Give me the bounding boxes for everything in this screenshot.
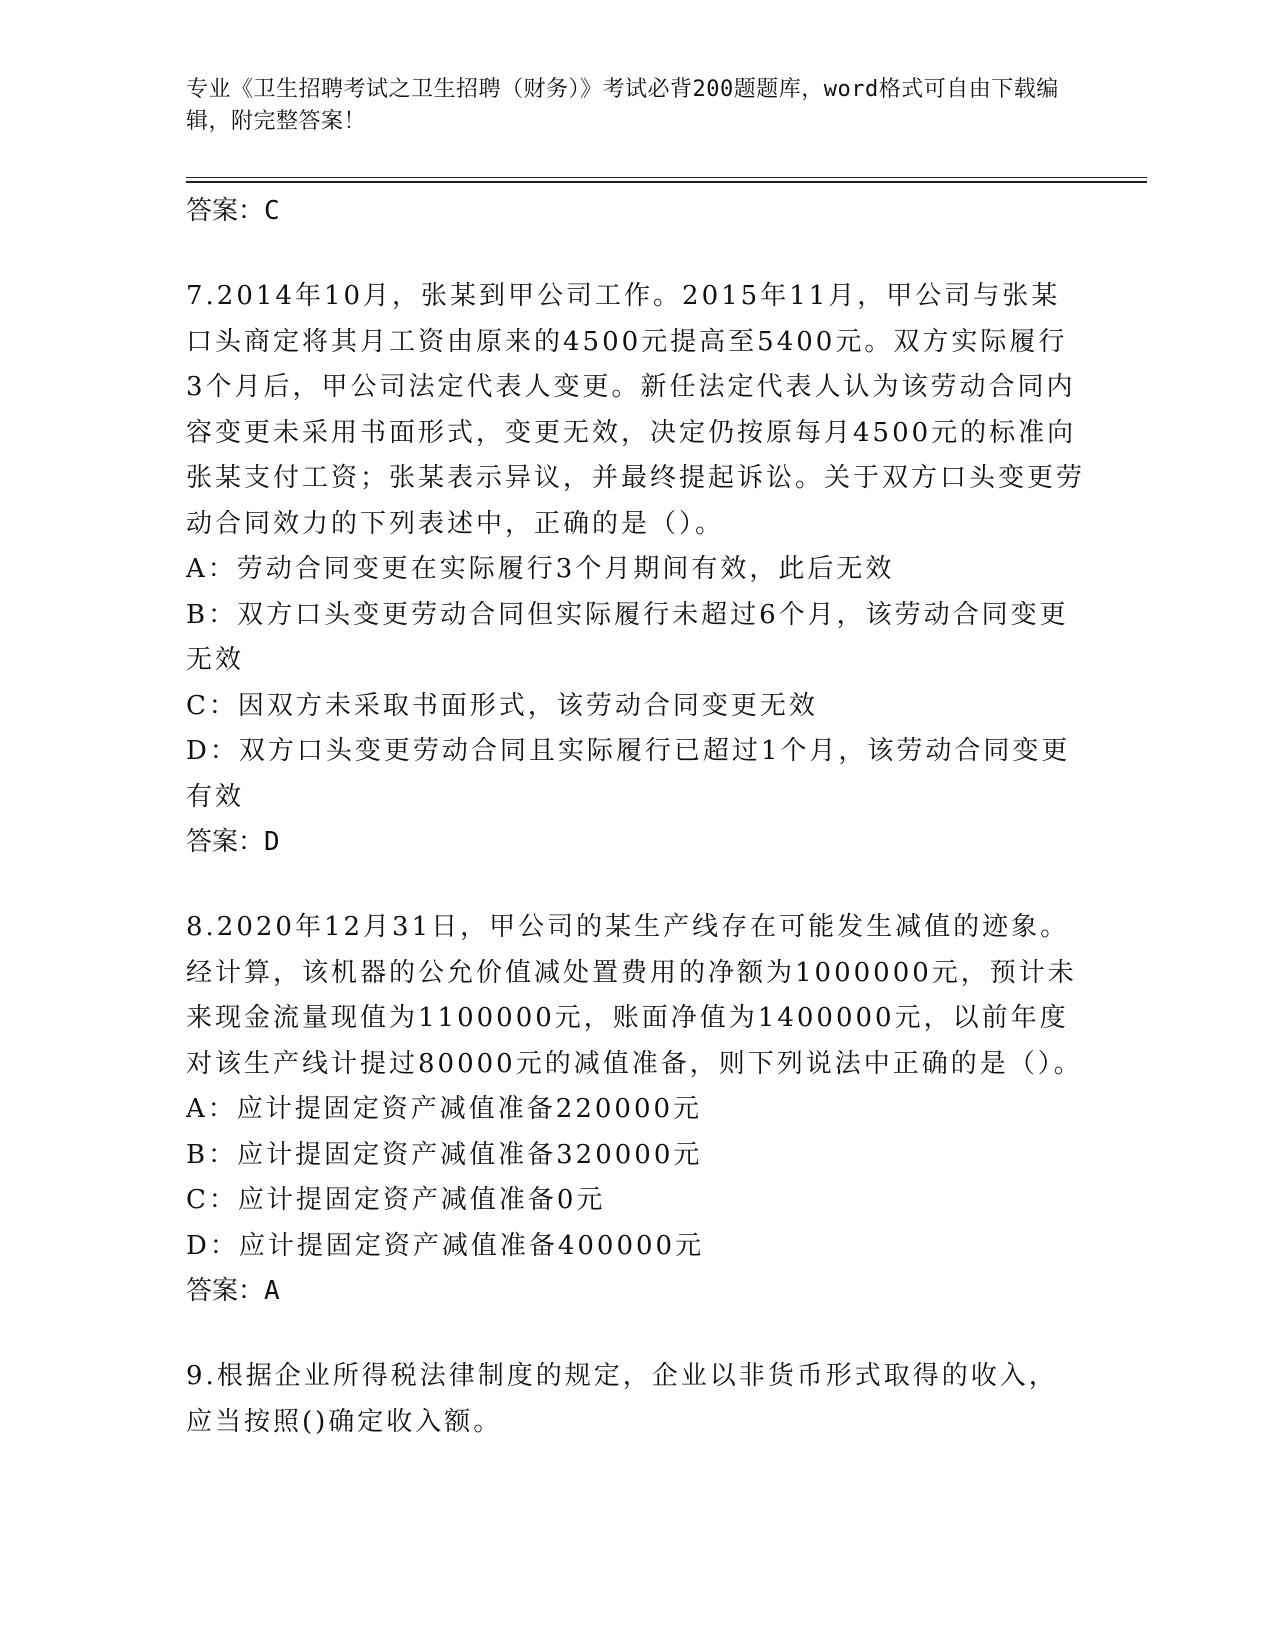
question-7-option-b: B：双方口头变更劳动合同但实际履行未超过6个月，该劳动合同变更无效 [186, 599, 1069, 675]
question-9-stem: 9.根据企业所得税法律制度的规定，企业以非货币形式取得的收入，应当按照()确定收入额。 [186, 1361, 1058, 1437]
question-8-option-b: B：应计提固定资产减值准备320000元 [186, 1139, 703, 1170]
question-7-option-d: D：双方口头变更劳动合同且实际履行已超过1个月，该劳动合同变更有效 [186, 736, 1071, 812]
header-divider-thin [186, 177, 1147, 178]
question-8 [186, 905, 1086, 1314]
question-8-option-a: A：应计提固定资产减值准备220000元 [186, 1094, 703, 1124]
question-8-option-d: D：应计提固定资产减值准备400000元 [186, 1230, 705, 1261]
question-7-answer: 答案：D [186, 827, 280, 857]
question-7-option-c: C：因双方未采取书面形式，该劳动合同变更无效 [186, 690, 818, 721]
header-divider-thick [186, 181, 1147, 183]
question-8-answer: 答案：A [186, 1276, 280, 1306]
question-9 [186, 1354, 1086, 1445]
document-header: 专业《卫生招聘考试之卫生招聘（财务）》考试必背200题题库，word格式可自由下载编辑，附完整答案！ [186, 77, 1059, 134]
answer-previous: 答案：C [186, 196, 280, 226]
question-7-stem: 7.2014年10月，张某到甲公司工作。2015年11月，甲公司与张某口头商定将其月工资由原来的4500元提高至5400元。双方实际履行3个月后，甲公司法定代表人变更。新任法定代表人认为该劳动合同内容变更未采用书面形式，变更无效，决定仍按原每月4500元的标准向张某支付工资；张某表示异议，并最终提起诉讼。关于双方口头变更劳动合同效力的下列表述中，正确的是（）。 [186, 281, 1086, 539]
question-8-stem: 8.2020年12月31日，甲公司的某生产线存在可能发生减值的迹象。经计算，该机器的公允价值减处置费用的净额为1000000元，预计未来现金流量现值为1100000元，账面净值为1400000元，以前年度对该生产线计提过80000元的减值准备，则下列说法中正确的是（）。 [186, 912, 1083, 1079]
question-7-option-a: A：劳动合同变更在实际履行3个月期间有效，此后无效 [186, 554, 895, 584]
question-8-option-c: C：应计提固定资产减值准备0元 [186, 1185, 606, 1215]
question-7 [186, 274, 1086, 865]
document-body [186, 189, 1086, 1445]
